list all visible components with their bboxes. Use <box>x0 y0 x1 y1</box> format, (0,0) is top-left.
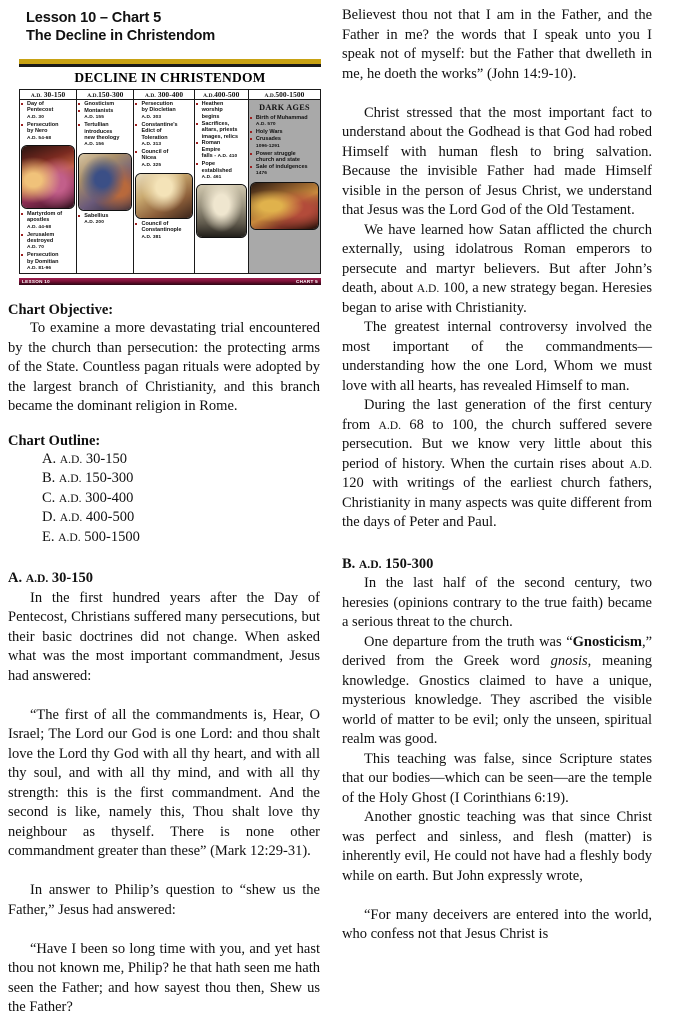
left-column <box>8 6 330 1024</box>
chart-event-list-5 <box>249 115 320 178</box>
right-paragraph-2-after: 100, a new strategy began. Heresies began to arise with Christianity. <box>342 280 652 316</box>
chart-event: Persecution by Nero A.D. 54-68 <box>21 122 76 142</box>
section-b-letter: B. <box>342 555 356 572</box>
chart-figure <box>19 59 321 287</box>
chart-body-row <box>20 100 321 274</box>
section-b-paragraph-2 <box>342 633 652 750</box>
chart-column-cell-3 <box>134 100 194 274</box>
chart-event: Jerusalem destroyed A.D. 70 <box>21 232 76 252</box>
chart-artwork-nero <box>21 145 75 209</box>
chart-heading: DECLINE IN CHRISTENDOM <box>74 70 266 85</box>
section-b-paragraph-1: In the last half of the second century, two heresies (opinions contrary to the true faith) became a serious threat to the church. <box>342 575 652 630</box>
chart-event-list-1 <box>20 101 76 142</box>
chart-event: Holy Wars <box>250 129 320 135</box>
section-a-era: A.D. <box>25 572 49 586</box>
chart-col-header: A.D. 30-150 <box>20 90 77 100</box>
section-a-quote-2: “Have I been so long time with you, and yet hast thou not known me, Philip? he that hath seen me hath seen the Father; and how sayest thou then, Shew us the Father? <box>8 940 320 1016</box>
right-paragraph-2 <box>342 221 652 319</box>
outline-item <box>42 469 320 489</box>
outline-range: 150-300 <box>85 470 134 487</box>
chart-column-cell-4 <box>194 100 248 274</box>
lesson-title-line1: Lesson 10 – Chart 5 <box>26 10 162 26</box>
section-b-p2-b: ,” derived from the Greek word <box>342 633 652 669</box>
section-a-heading <box>8 569 320 589</box>
chart-artwork-dark-ages <box>250 182 319 230</box>
chart-col-header: A.D.400-500 <box>194 90 248 100</box>
chart-header-row <box>20 90 321 100</box>
section-b-p2-a: One departure from the truth was “ <box>364 633 573 650</box>
chart-event: Birth of Muhammad A.D. 570 <box>250 115 320 129</box>
chart-column-cell-5 <box>248 100 320 274</box>
chart-event-list-4 <box>195 101 248 181</box>
chart-event: Pope established A.D. 461 <box>196 161 248 181</box>
right-paragraph-2-before: We have learned how Satan afflicted the church externally, using idolatrous Roman emperors to persecute and martyr believers. But after John’s death, about <box>342 221 652 296</box>
chart-artwork-stpeters <box>196 184 247 238</box>
quote-continuation: Believest thou not that I am in the Father, and the Father in me? the words that I speak unto you I speak not of myself: but the Father that dwelleth in me, he doeth the works” (John 14:9-10). <box>342 7 652 82</box>
chart-dark-ages-label: DARK AGES <box>259 103 310 112</box>
right-paragraph-3: The greatest internal controversy involved the most important of the commandments—understanding how the one Lord, Whom we must love with all hearts, has revealed Himself to man. <box>342 319 652 394</box>
outline-letter: D. <box>42 509 57 526</box>
section-a-paragraph-2: In answer to Philip’s question to “shew us the Father,” Jesus had answered: <box>8 882 320 918</box>
chart-event: Roman Empire falls - A.D. 410 <box>196 140 248 160</box>
right-column <box>330 6 652 1024</box>
outline-letter: A. <box>42 450 57 467</box>
chart-event: Montanists A.D. 155 <box>78 108 133 122</box>
outline-item <box>42 450 320 470</box>
section-a-letter: A. <box>8 570 23 587</box>
outline-letter: C. <box>42 489 56 506</box>
right-paragraph-4 <box>342 396 652 533</box>
chart-event: Sale of indulgences 1476 <box>250 164 320 178</box>
chart-event: Martyrdom of apostles A.D. 44-68 <box>21 211 76 231</box>
right-paragraph-4-c: 120 with writings of the earliest church fathers, Christianity in many aspects was quite different from the days of Peter and Paul. <box>342 475 652 530</box>
section-b-paragraph-3: This teaching was false, since Scripture states that our bodies—which can be seen—are the temple of the Holy Ghost (I Corinthians 6:19). <box>342 750 652 806</box>
chart-event: Day of Pentecost A.D. 30 <box>21 101 76 121</box>
chart-footer-bar <box>19 278 321 285</box>
chart-objective-text: To examine a more devastating trial encountered by the church than persecution: the protecting arms of the State. Countless pagan rituals were adopted by the largest branch of Christianity, and this branch became the dominant religion in Rome. <box>8 320 320 415</box>
chart-column-cell-2 <box>77 100 134 274</box>
chart-col-header: A.D.150-300 <box>77 90 134 100</box>
page-title <box>26 10 320 45</box>
chart-outline-list <box>8 450 320 548</box>
section-b-era: A.D. <box>358 557 382 571</box>
right-paragraph-1: Christ stressed that the most important fact to understand about the Godhead is that God had robed Himself with human flesh to bring salvation. Because the invisible Father had made Himself visible in the person of Jesus Christ, we understand that Jesus was the Lord God of the Old Testament. <box>342 104 652 218</box>
chart-event: Tertullian introduces new theology A.D. 156 <box>78 122 133 149</box>
chart-event-list-3-lower <box>134 221 193 241</box>
chart-column-cell-1 <box>20 100 77 274</box>
chart-event: Constantine's Edict of Toleration A.D. 313 <box>135 122 193 149</box>
outline-range: 30-150 <box>85 450 127 467</box>
chart-table <box>19 89 321 274</box>
chart-event: Power struggle church and state <box>250 151 320 164</box>
outline-range: 400-500 <box>85 509 135 526</box>
outline-range: 300-400 <box>85 489 134 506</box>
lesson-title-line2: The Decline in Christendom <box>26 27 216 44</box>
chart-artwork-sabellius <box>78 153 132 211</box>
outline-era: A.D. <box>59 452 83 466</box>
chart-footer-chart: CHART 5 <box>295 279 318 285</box>
section-b-gnosis-term: gnosis <box>550 653 588 669</box>
section-b-paragraph-4: Another gnostic teaching was that since Christ was perfect and sinless, and flesh (matter) is inherently evil, He could not have had a fleshly body while on earth. But John expressly wrote, <box>342 809 652 884</box>
chart-event-list-2 <box>77 101 133 149</box>
section-a-quote-1: “The first of all the commandments is, Hear, O Israel; The Lord our God is one Lord: and thou shalt love the Lord thy God with all thy heart, and with all thy soul, and with all thy mind, and with all thy strength: this is the first commandment. And the second is like, namely this, Thou shalt love thy neighbour as thyself. There is none other commandment greater than these” (Mark 12:29-31). <box>8 706 320 860</box>
outline-era: A.D. <box>58 491 82 505</box>
section-b-heading <box>342 555 652 575</box>
chart-col-header: A.D.500-1500 <box>248 90 320 100</box>
chart-objective-heading: Chart Objective: <box>8 302 114 319</box>
section-b-p2-c: , meaning knowledge. Gnostics claimed to have a unique, mysterious knowledge. They ascribed the visible world of matter to be evil; only the unseen, spiritual realm was good. <box>342 653 652 747</box>
right-paragraph-4-a: During the last generation of the first century from <box>342 397 652 433</box>
chart-event-list-3 <box>134 101 193 169</box>
outline-item <box>42 489 320 509</box>
right-paragraph-2-era: A.D. <box>416 282 440 295</box>
outline-letter: B. <box>42 470 56 487</box>
right-paragraph-4-b: 68 to 100, the church suffered severe persecution. But we know very little about this period of history. When the curtain rises about <box>342 416 653 472</box>
right-paragraph-4-era-2: A.D. <box>629 457 652 471</box>
section-b-gnosticism-term: Gnosticism <box>572 633 642 650</box>
outline-era: A.D. <box>59 511 83 525</box>
chart-event: Crusades 1096-1291 <box>250 136 320 150</box>
outline-item <box>42 528 320 548</box>
chart-event: Council of Constantinople A.D. 381 <box>135 221 193 241</box>
chart-event: Heathen worship begins <box>196 101 248 120</box>
chart-event: Gnosticism <box>78 101 133 107</box>
outline-item <box>42 508 320 528</box>
chart-event-list-2-lower <box>77 213 133 227</box>
chart-artwork-nicea <box>135 173 192 219</box>
section-b-range: 150-300 <box>385 555 434 572</box>
outline-letter: E. <box>42 528 55 545</box>
section-b-quote: “For many deceivers are entered into the world, who confess not that Jesus Christ is <box>342 906 652 942</box>
section-a-paragraph-1: In the first hundred years after the Day of Pentecost, Christians suffered many persecutions, but their basic doctrines did not change. When asked what was the most important commandment, Jesus had answered: <box>8 589 320 684</box>
chart-event: Persecution by Domitian A.D. 81-96 <box>21 252 76 272</box>
chart-footer <box>19 276 321 287</box>
chart-top-bars <box>19 59 321 67</box>
section-a-range: 30-150 <box>51 570 93 587</box>
outline-range: 500-1500 <box>84 528 140 545</box>
chart-outline-heading: Chart Outline: <box>8 432 101 449</box>
chart-event-list-1-lower <box>20 211 76 273</box>
chart-event: Persecution by Diocletian A.D. 303 <box>135 101 193 121</box>
outline-era: A.D. <box>58 472 82 486</box>
chart-col-header: A.D. 300-400 <box>134 90 194 100</box>
chart-event: Council of Nicea A.D. 325 <box>135 149 193 169</box>
outline-era: A.D. <box>58 530 81 544</box>
chart-event: Sabellius A.D. 200 <box>78 213 133 227</box>
chart-footer-lesson: LESSON 10 <box>22 279 50 285</box>
right-paragraph-4-era-1: A.D. <box>378 418 402 432</box>
chart-event: Sacrifices, altars, priests images, relics <box>196 121 248 140</box>
